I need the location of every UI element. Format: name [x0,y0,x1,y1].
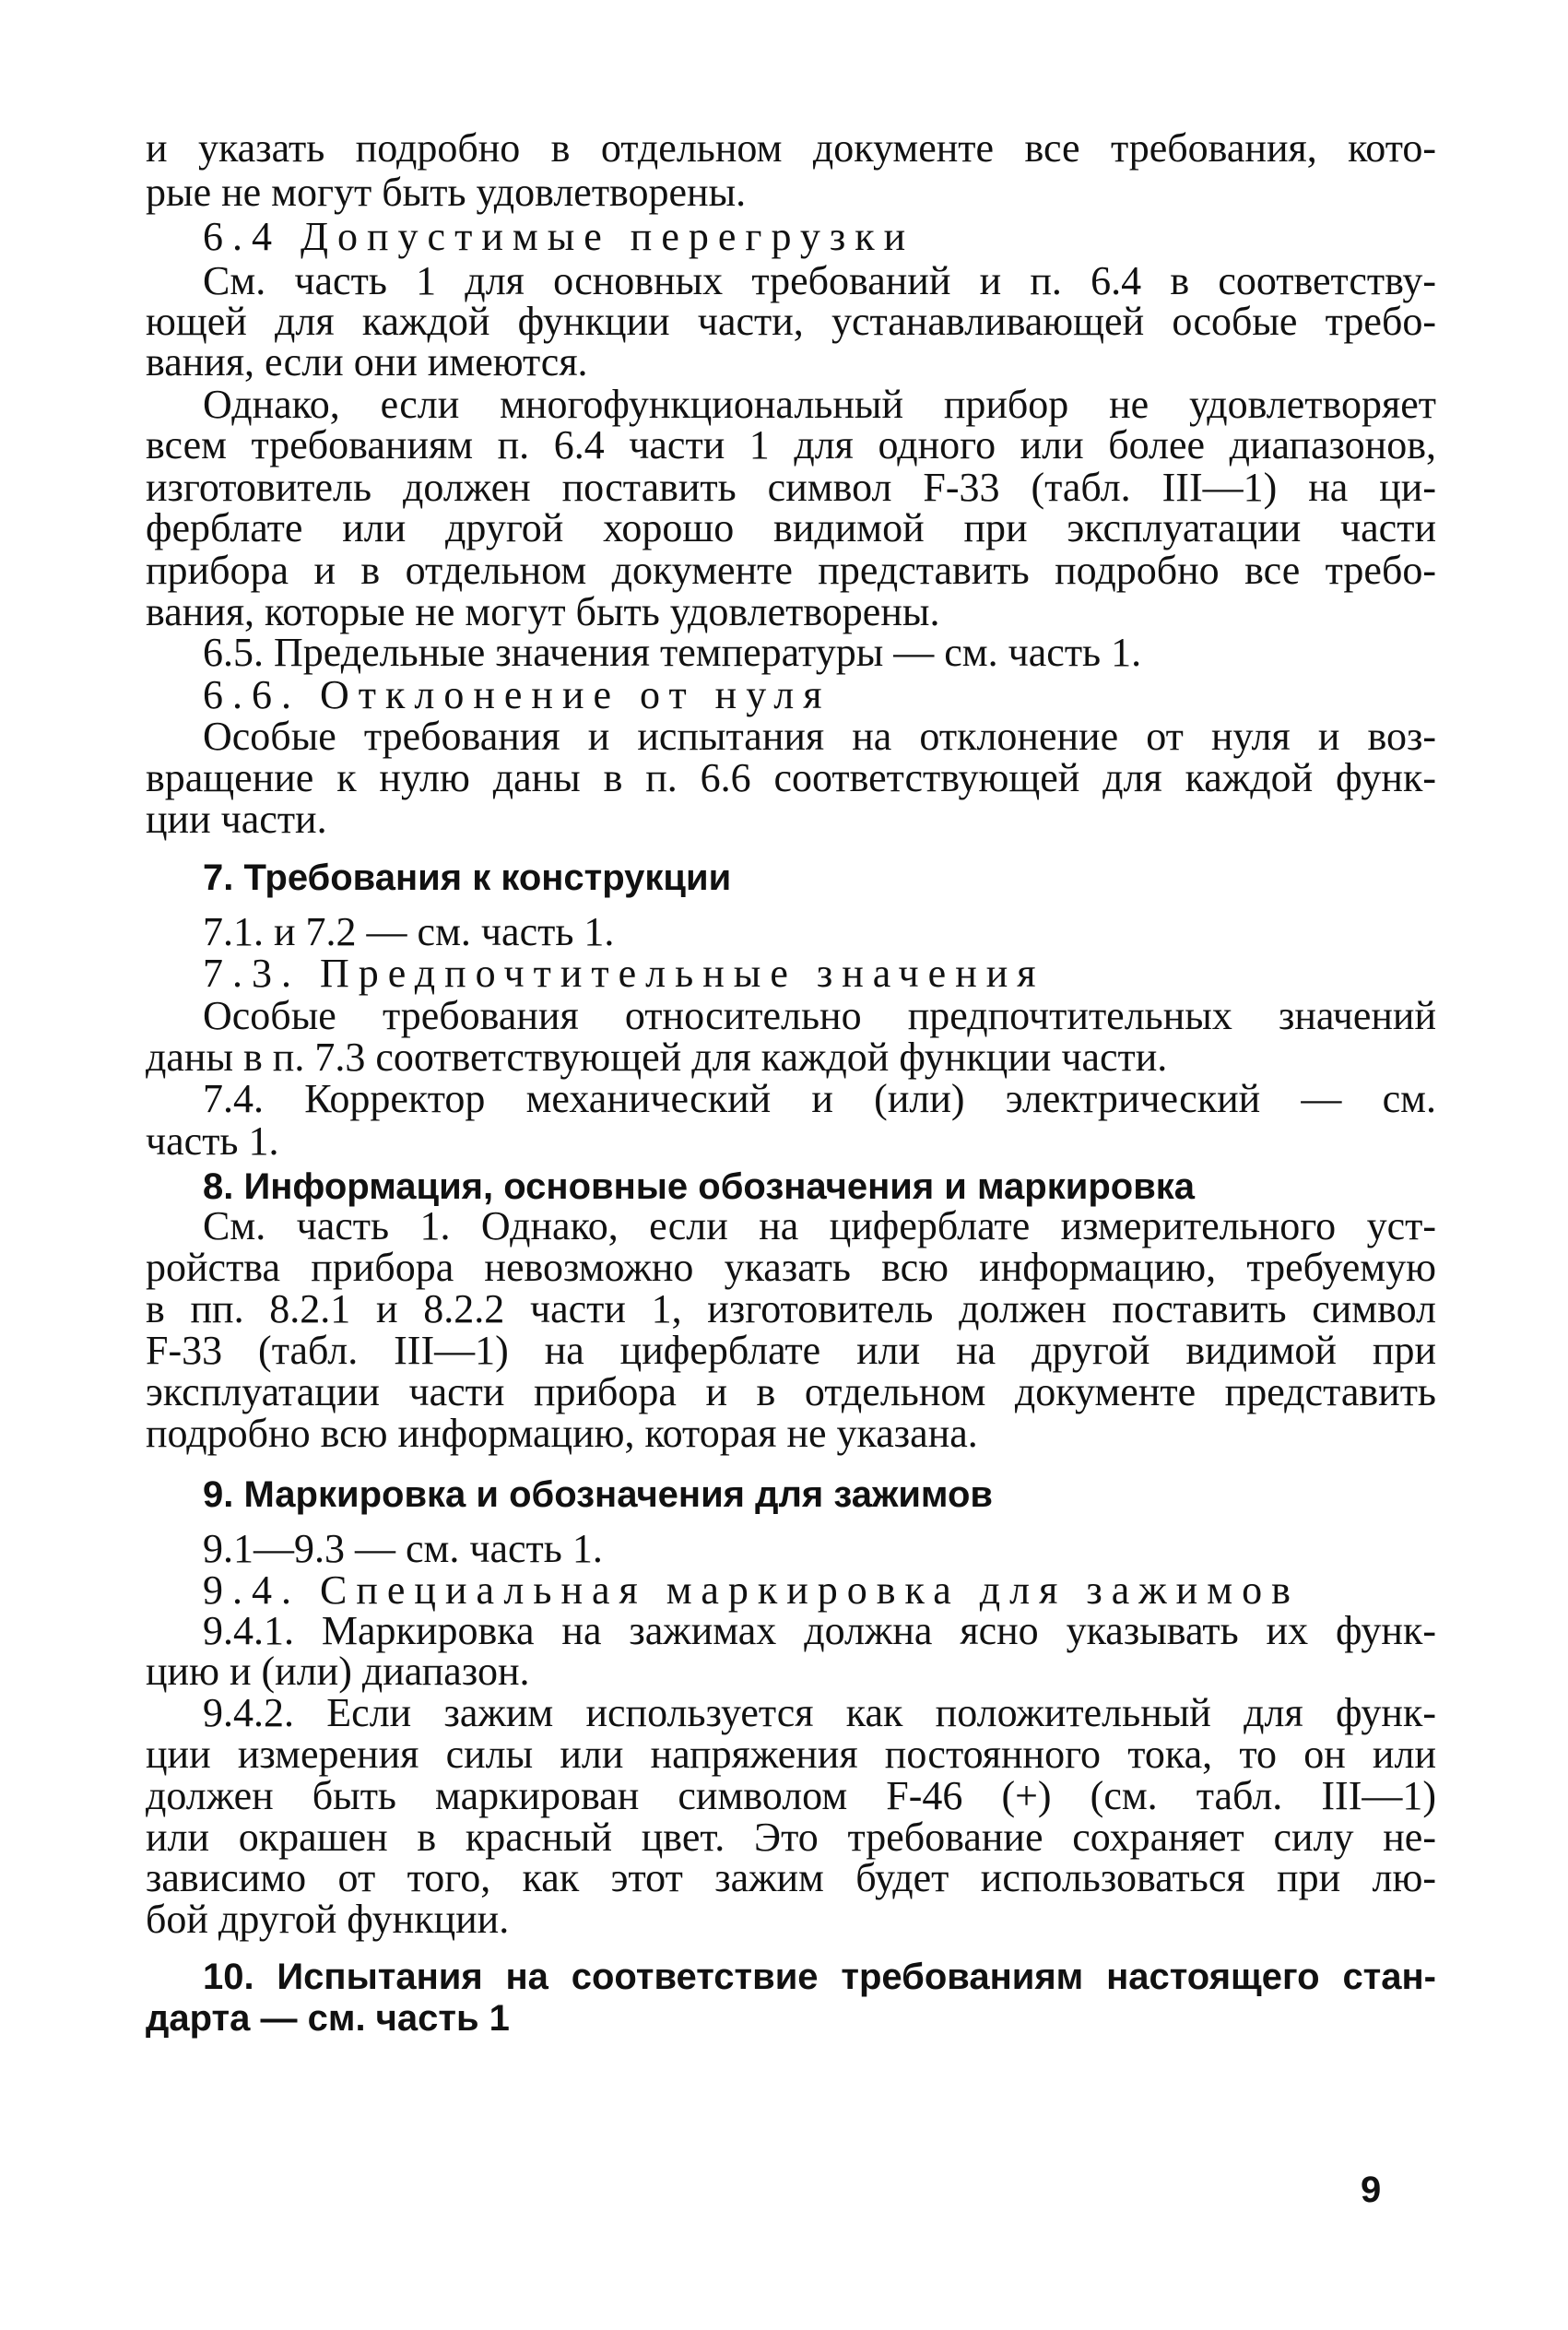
text-line: рые не могут быть удовлетворены. [146,170,747,215]
text-line: 7.4. Корректор механический и (или) электрический — см. [203,1076,1436,1121]
text-line: всем требованиям п. 6.4 части 1 для одного или более диапазонов, [146,422,1436,467]
text-line: F-33 (табл. III—1) на циферблате или на другой видимой при [146,1328,1436,1373]
text-line: Особые требования относительно предпочтительных значений [203,993,1436,1038]
text-line: 9.1—9.3 — см. часть 1. [203,1526,603,1571]
text-line: ющей для каждой функции части, устанавливающей особые требо- [146,299,1436,344]
section-heading: 6.5. Предельные значения температуры — см. часть 1. [203,630,1142,675]
section-heading: 6.6. Отклонение от нуля [203,672,831,717]
text-line: в пп. 8.2.1 и 8.2.2 части 1, изготовитель должен поставить символ [146,1286,1436,1331]
text-line: вания, если они имеются. [146,339,588,384]
text-line: 7.1. и 7.2 — см. часть 1. [203,909,615,954]
text-line: или окрашен в красный цвет. Это требование сохраняет силу не- [146,1815,1436,1860]
text-line: бой другой функции. [146,1897,510,1942]
text-line: Особые требования и испытания на отклонение от нуля и воз- [203,714,1436,759]
text-line: Однако, если многофункциональный прибор не удовлетворяет [203,382,1436,427]
section-heading: 8. Информация, основные обозначения и маркировка [203,1166,1196,1207]
text-line: вания, которые не могут быть удовлетворены. [146,589,940,634]
text-line: даны в п. 7.3 соответствующей для каждой функции части. [146,1035,1168,1080]
text-line: 9.4.2. Если зажим используется как положительный для функ- [203,1690,1436,1735]
section-heading: 7. Требования к конструкции [203,857,732,898]
text-line: ройства прибора невозможно указать всю информацию, требуемую [146,1245,1436,1290]
section-heading: 9. Маркировка и обозначения для зажимов [203,1474,994,1515]
text-line: часть 1. [146,1118,279,1164]
text-line: должен быть маркирован символом F-46 (+) (см. табл. III—1) [146,1773,1436,1818]
text-line: зависимо от того, как этот зажим будет использоваться при лю- [146,1855,1436,1900]
text-line: ферблате или другой хорошо видимой при эксплуатации части [146,505,1436,550]
section-heading: 10. Испытания на соответствие требованиям настоящего стан- [203,1957,1436,1997]
page-number: 9 [1361,2170,1382,2210]
section-heading: дарта — см. часть 1 [146,1998,510,2039]
text-line: прибора и в отдельном документе представить подробно все требо- [146,548,1436,593]
text-line: См. часть 1. Однако, если на циферблате измерительного уст- [203,1203,1436,1248]
text-line: вращение к нулю даны в п. 6.6 соответствующей для каждой функ- [146,755,1436,800]
text-line: ции части. [146,797,327,842]
section-heading: 9.4. Специальная маркировка для зажимов [203,1567,1300,1613]
text-line: эксплуатации части прибора и в отдельном документе представить [146,1369,1436,1414]
section-heading: 7.3. Предпочтительные значения [203,951,1045,996]
text-line: и указать подробно в отдельном документе все требования, кото- [146,125,1436,171]
text-line: См. часть 1 для основных требований и п. 6.4 в соответству- [203,258,1436,303]
text-line: 9.4.1. Маркировка на зажимах должна ясно указывать их функ- [203,1608,1436,1653]
section-heading: 6.4 Допустимые перегрузки [203,214,915,259]
text-line: цию и (или) диапазон. [146,1649,530,1694]
text-line: подробно всю информацию, которая не указана. [146,1411,978,1456]
text-line: ции измерения силы или напряжения постоянного тока, то он или [146,1732,1436,1777]
text-line: изготовитель должен поставить символ F-33 (табл. III—1) на ци- [146,465,1436,510]
